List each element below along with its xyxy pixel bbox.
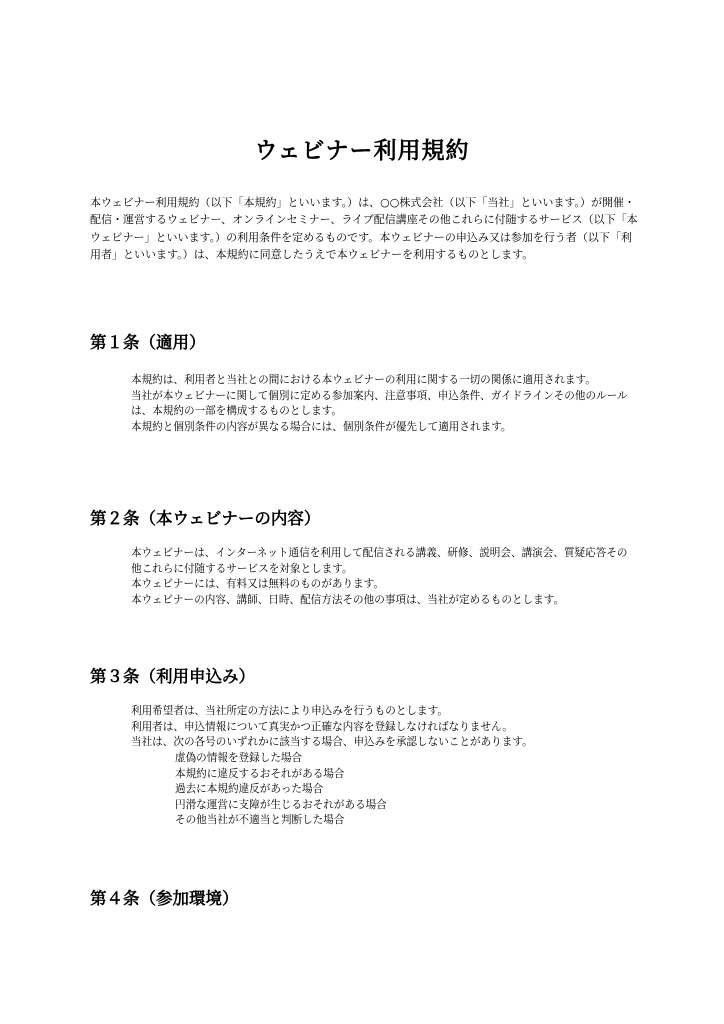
article-heading: 第２条（本ウェビナーの内容） — [90, 509, 321, 528]
clause: 利用者は、申込情報について真実かつ正確な内容を登録しなければなりません。 — [131, 720, 513, 733]
sub-clause: 過去に本規約違反があった場合 — [175, 783, 324, 796]
sub-clause: 本規約に違反するおそれがある場合 — [175, 767, 345, 780]
article-heading: 第４条（参加環境） — [90, 889, 239, 908]
clause: 本ウェビナーの内容、講師、日時、配信方法その他の事項は、当社が定めるものとします。 — [131, 593, 565, 606]
article-body — [131, 546, 637, 608]
clause: 本規約は、利用者と当社との間における本ウェビナーの利用に関する一切の関係に適用されます。 — [131, 374, 596, 386]
clause: 本規約と個別条件の内容が異なる場合には、個別条件が優先して適用されます。 — [131, 420, 512, 433]
clause: 利用希望者は、当社所定の方法により申込みを行うものとします。 — [131, 705, 448, 717]
clause: 当社は、次の各号のいずれかに該当する場合、申込みを承認しないことがあります。 — [131, 736, 533, 749]
clause: 当社が本ウェビナーに関して個別に定める参加案内、注意事項、申込条件、ガイドラインその他のルールは、本規約の一部を構成するものとします。 — [131, 389, 628, 418]
sub-clause: 円滑な運営に支障が生じるおそれがある場合 — [175, 798, 387, 811]
sub-clause: その他当社が不適当と判断した場合 — [175, 814, 345, 827]
intro-paragraph: 本ウェビナー利用規約（以下「本規約」といいます。）は、○○株式会社（以下「当社」といいます。）が開催・配信・運営するウェビナー、オンラインセミナー、ライブ配信講座その他これらに付随するサービス（以下「本ウェビナー」といいます。）の利用条件を定めるものです。本ウェビナーの申込み又は参加を行う者（以下「利用者」といいます。）は、本規約に同意したうえで本ウェビナーを利用するものとします。 — [90, 196, 638, 261]
article-heading: 第３条（利用申込み） — [90, 667, 255, 686]
clause: 本ウェビナーは、インターネット通信を利用して配信される講義、研修、説明会、講演会、質疑応答その他これらに付随するサービスを対象とします。 — [131, 547, 628, 575]
article-body — [131, 373, 637, 435]
article-body — [131, 704, 637, 751]
clause: 本ウェビナーには、有料又は無料のものがあります。 — [131, 578, 384, 591]
article-subitems — [175, 751, 387, 829]
sub-clause: 虚偽の情報を登録した場合 — [175, 752, 303, 764]
document-title: ウェビナー利用規約 — [254, 138, 470, 165]
article-heading: 第１条（適用） — [90, 333, 206, 352]
